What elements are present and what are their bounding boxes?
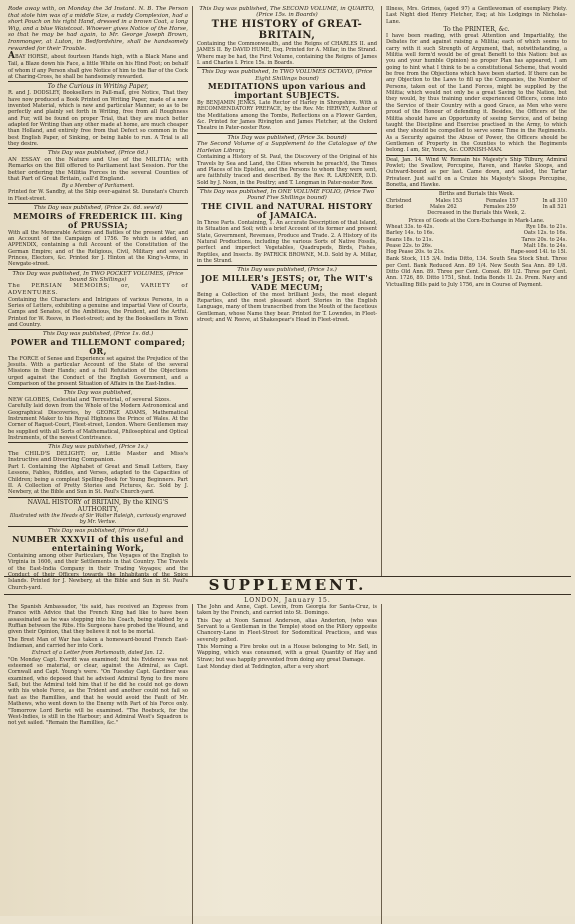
new-globes-ad — [8, 390, 188, 441]
power-announce: This Day was published, (Price 1s. 6d.) — [42, 331, 154, 338]
prices-head: Prices of Goods at the Corn-Exchange in Mark-Lane. — [408, 217, 545, 224]
column-3 — [382, 6, 571, 576]
memoirs-body: With all the Memorable Actions and Battles of the present War, and an Account of the Campaign of 1756. To which is added, an APPENDIX, containing a full Account of the Constitution of the German Empire; and of the Religious, Civil, Military and several Princes, Electors, &c. Printed for J. Hinton at the King's-Arms, in Newgate-street. — [8, 229, 188, 268]
essay-nature-ad — [8, 150, 188, 202]
price-row — [386, 249, 567, 255]
history-great-britain-ad — [197, 19, 377, 66]
upper-columns — [4, 6, 571, 591]
divider — [8, 388, 188, 389]
price-item: Wheat 33s. to 42s. — [386, 223, 435, 230]
lower-column-3 — [382, 604, 571, 924]
globes-announce: This Day was published, — [63, 390, 133, 397]
essay-head: AN ESSAY on the Nature and Use of the MILITIA; with Remarks on the Bill offered to Parliament last Session. For the better ordering the Militia Forces in the several Counties of that Part of Great Britain, call'd England. — [8, 156, 188, 183]
fire-news: This Morning a Fire broke out in a House belonging to Mr. Sell, in Wapping, which was consumed, with a great Quantity of Hay and Straw; but was happily prevented from doing any great Damage. — [197, 644, 377, 663]
jests-body: Being a Collection of the most brilliant Jests, the most elegant Reparties, and the most pleasant short Stories in the English Language, many of them transcribed from the Mouth of the facetious Gentleman, whose Name they bear. Printed for T. Lowndes, in Fleet-street; and W. Reeve, at Shakespear's Head in Fleet-street. — [197, 291, 377, 324]
lower-column-2 — [193, 604, 382, 924]
essay-body: Printed for W. Sandby, at the Ship over-against St. Dunstan's Church in Fleet-street. — [8, 189, 188, 202]
letter-to-printer — [386, 26, 567, 154]
jamaica-body: In Three Parts. Containing, 1. An accurate Description of that Island, its Situation and Soil; with a brief Account of its former and present State, Government, Revenues, Produce and Trade. 2. A History of its Natural Productions, including the various Sorts of Native Fossils, perfect and imperfect Vegetables, Quadrupeds, Birds, Fishes, Reptiles, and Insects. By PATRICK BROWNE, M.D. Sold by A. Millar, in the Strand. — [197, 219, 377, 264]
history-body: Containing the Commonwealth, and the Reigns of CHARLES II. and JAMES II. By DAVID HUME, Esq. Printed for A. Millar, in the Strand. Where may be had, the First Volume, containing the Reigns of James I. and Charles I. Price 15s. in Boards. — [197, 40, 377, 66]
childs-announce: This Day was published, (Price 1s.) — [48, 444, 148, 451]
divider — [197, 187, 377, 188]
globes-body: Carefully laid down from the Whole of the Modern Astronomical and Geographical Discoveries, by GEORGE ADAMS, Mathematical Instrument Maker to his Royal Highness the Prince of Wales. At the Corner of Raquet-Court, Fleet-street, London. Where Gentlemen may be supplied with all Sorts of Mathematical, Philosophical and Optical Instruments, of the newest Contrivance. — [8, 403, 188, 442]
jamaica-head: THE CIVIL and NATURAL HISTORY of JAMAICA. — [201, 200, 373, 220]
power-body: The FORCE of Sense and Experience set against the Prejudice of the Jesuits. With a particular Account of the State of the several Missions in their Hands; and a full Refutation of the Objections urged against the Conduct of the English Government, and a Comparison of the present Situation of Affairs in the East-Indies. — [8, 355, 188, 388]
letter-body: I have been reading, with great Attention and Impartiality, the Debates for and against raising a Militia; each of which seems to carry with it such Strength of Argument, that, notwithstanding, a Militia well form'd would be of great Benefit to this Nation: but as you and your humble Opinion) no proper Plan has appeared, I am going to hint what I think to be a constitutional Scheme, that would be free from the Objections which have been started. If there can be any Objection to the Laws to fill up the Companies, the Number of Persons, taken out of the Land Forces, might be supplied by the Militia; which would not only be a great Saving to the Nation, but they would, by thus training under experienced Officers, come into the Service of their Country with a good Grace, as Men who were proud of the Honour of defending it. Besides, the Officers of the Militia should have an Opportunity of seeing Service, and of being taught the Discipline and Exercise practised in the Army, to which end they should be compelled to serve some Time in the Regiments. As a Security against the Abuse of Power, the Officers should be Gentlemen of Property in the Counties to which the Regiments belong. I am, Sir, Yours, &c. CORNISH-MAN. — [386, 33, 567, 154]
divider — [386, 155, 567, 156]
meditations-body: By BENJAMIN JENKS, Late Rector of Harley in Shropshire. With a RECOMMENDATORY PREFACE, by the Rev. Mr. HERVEY, Author of the Meditations among the Tombs, Reflections on a Flower Garden, &c. Printed for James Rivington and James Fletcher, at the Oxford Theatre in Pater-noster Row. — [197, 100, 377, 132]
octavo-head: The PERSIAN MEMOIRS; or, VARIETY of ADVENTURES. — [8, 283, 188, 296]
births-head: Births and Burials this Week. — [438, 191, 515, 198]
row-females: Females 259 — [483, 203, 516, 210]
illness-notice: Illness, Mrs. Grimes, (aged 97) a Gentlewoman of exemplary Piety. Last Night died Henry Fletcher, Esq; at his Lodgings in Nicholas-Lane. — [386, 6, 567, 25]
divider — [8, 269, 188, 270]
brest-news: The Brest Man of War has taken a homeward-bound French East-Indiaman, and carried her into Cork. — [8, 636, 188, 650]
divider — [197, 133, 377, 134]
portsmouth-letter — [8, 650, 188, 726]
history-head: THE HISTORY of GREAT-BRITAIN, — [211, 18, 363, 41]
memoirs-announce: This Day was published, (Price 2s. 6d. sew'd) — [33, 205, 163, 212]
jests-announce: This Day was published, (Price 1s.) — [237, 267, 337, 274]
writing-paper-body: R. and J. DODSLEY, Booksellers in Pall-mall, give Notice, That they have now produced a Book Printed on Writing Paper, made of a new invented Material, which is new and particular Manner, so as to be perfectly and plainly set forth in Writing, free from all Roughness and Fur, will be found on proper Trial, that they are much better adapted for Writing than any other made at home, are much cheaper than Holland, and entirely free from that Defect so common in the best English Paper, of Sinking, or being liable to run. A Trial is all they desire. — [8, 90, 188, 147]
row-total: In all 521 — [542, 203, 567, 210]
teddington-news: Last Monday died at Teddington, after a very short — [197, 664, 329, 671]
divider — [8, 203, 188, 204]
memoirs-frederick-ad — [8, 205, 188, 267]
supplement-ad-body: Containing a History of St. Paul, the Discovery of the Original of his Travels by Sea and Land, the Cities wherein he preach'd, the Times and Places of his Epistles, and the Persons to whom they were sent, are faithfully traced and described. By the Rev. R. LARDNER, D.D. Sold by J. Noon, in the Poultry; and T. Longman in Pater-noster Row. — [197, 154, 377, 186]
number-head: NUMBER XXXVII of this useful and entertaining Work, — [12, 533, 184, 553]
childs-body: Part I. Containing the Alphabet of Great and Small Letters, Easy Lessons, Fables, Riddles, and Verses, adapted to the Capacities of Children; being a compleat Spelling-Book for Young Beginners. Part II. A Collection of Pretty Stories and Pictures, &c. Sold by J. Newbery, at the Bible and Sun in St. Paul's Church-yard. — [8, 464, 188, 496]
spanish-ambassador-news: The Spanish Ambassador, 'tis said, has received an Express from France with Advice that the French King had like to have been assassinated as he was stepping into his Coach, being stabbed by a Ruffian between the Ribs. His Surgeons have probed the Wound, and given their Opinion, that they believe it not to be mortal. — [8, 604, 188, 636]
octavo-announce: This Day was published, In TWO POCKET VOLUMES, (Price bound Six Shillings) — [12, 270, 184, 283]
price-item: Tares 20s. to 24s. — [521, 236, 567, 243]
horse-ad-head — [8, 52, 188, 80]
stock-prices: Bank Stock, 115 3/4. India Ditto, 134. South Sea Stock Shut. Three per Cent. Bank Reduced Ann. 89 1/4. New South Sea Ann. 89 1/8. Ditto Old Ann. 89. Three per Cent. Consol. 89 1/2. Three per Cent. Ann. 1726, 89. Ditto 1751, Shut. India Bonds 1l. 2s. Prem. Navy and Victualling Bills paid to July 1756, are in Course of Payment. — [386, 256, 567, 288]
memoirs-head: MEMOIRS of FREDERICK III. King of PRUSSIA; — [13, 210, 183, 230]
price-item: Malt 18s. to 24s. — [523, 242, 567, 249]
supplement-dateline: LONDON, January 15. — [244, 597, 331, 604]
horse-ad-text: BAY HORSE, about fourteen Hands high, with a Black Mane and Tail, a Blaze down his Face, a little White on his Hind Foot; on behalf of whom if any Person shall give Notice of him to the Bar of the Cock at Charing-Cross, he shall be handsomely rewarded. — [8, 54, 188, 80]
samuel-anderson-news: This Day at Noon Samuel Anderson, alias Anderton, (who was Servant to a Gentleman in the Temple) stood on the Pillory opposite Chancery-Lane in Fleet-Street for Sodomitical Practices, and was severely pelted. — [197, 617, 377, 643]
power-head: POWER and TILLEMONT compared; OR, — [10, 336, 186, 356]
row-males: Males 153 — [435, 197, 463, 204]
row-males: Males 262 — [429, 203, 457, 210]
number-body: Containing among other Particulars, The Voyages of the English to Virginia in 1606, and their Settlements in that Country. The Travels of the East-India Company in their Trading Voyages; and the Conduct of their Officers towards the Inhabitants of the Spice Islands. Printed for J. Newbery, at the Bible and Sun in St. Paul's Church-yard. — [8, 552, 188, 591]
lower-columns — [4, 604, 571, 924]
essay-announce: This Day was published, (Price 6d.) — [47, 150, 149, 157]
price-item: Rape-seed 14l. to 15l. — [510, 249, 567, 256]
price-item: Rye 18s. to 21s. — [525, 223, 567, 230]
natural-history-ad — [8, 499, 188, 526]
number-announce: This Day was published, (Price 6d.) — [47, 528, 149, 535]
john-anne-news: The John and Anne, Capt. Lewin, from Georgia for Santa-Cruz, is taken by the French, and carried into St. Domingo. — [197, 604, 377, 617]
horse-ad-intro: Rode away with, on Monday the 3d Instant. N. B. The Person that stole him was of a middle Size, a ruddy Complexion, had a short Pouch on his right Hand, dressed in a brown Coat, a long Wig, and a blue Waistcoat. Whoever gives Notice of the Horse, so that he may be had again, to Mr. George Joseph Brown, Ironmonger, at Luton, in Bedfordshire, shall be handsomely rewarded for their Trouble. — [8, 6, 188, 52]
price-item: Pease 22s. to 26s. — [386, 242, 433, 249]
meditations-ad — [197, 69, 377, 132]
price-item: Hog Pease 20s. to 21s. — [386, 249, 445, 256]
divider — [8, 497, 188, 498]
row-label: Christned — [386, 197, 412, 204]
second-volume-supplement-ad — [197, 135, 377, 186]
letter-head: To the PRINTER, &c. — [443, 26, 510, 34]
births-burials — [386, 191, 567, 216]
naval-head: NAVAL HISTORY of BRITAIN, By the KING'S AUTHORITY, — [27, 498, 169, 513]
drop-cap: A — [8, 51, 15, 62]
divider — [8, 81, 188, 82]
writing-paper-title: To the Curious in Writing Paper, — [47, 83, 149, 91]
writing-paper-ad — [8, 83, 188, 147]
lower-column-1 — [4, 604, 193, 924]
divider — [386, 189, 567, 190]
deal-news: Deal, Jan. 14. Wind W. Remain his Majesty's Ship Tilbury, Admiral Powlet; the Swallow, Porcupine, Raven, and Hawke Sloops, and Outward-bound as per last. Came down, and sailed, the Tartar Privateer. Just sail'd on a Cruize his Majesty's Sloops Porcupine, Bonetta, and Hawke. — [386, 156, 567, 188]
naval-body: Illustrated with the Heads of Sir Walter Raleigh, curiously engraved by Mr. Vertue. — [9, 512, 187, 526]
globes-head: NEW GLOBES, Celestial and Terrestrial, of several Sizes. — [8, 396, 171, 403]
number-xxxvii-ad — [8, 528, 188, 590]
row-label: Buried — [386, 203, 404, 210]
column-1 — [4, 6, 193, 591]
price-item: Beans 18s. to 21s. — [386, 236, 434, 243]
joe-millers-jests-ad — [197, 267, 377, 323]
price-item: Oats 12s. to 16s. — [523, 230, 567, 237]
childs-delight-ad — [8, 444, 188, 495]
births-note: Decreased in the Burials this Week, 2. — [427, 210, 526, 217]
jests-head: JOE MILLER's JESTS; or, The WIT's VADE MECUM; — [200, 272, 374, 292]
power-tillemont-ad — [8, 331, 188, 387]
prices — [386, 218, 567, 256]
horse-ad — [8, 6, 188, 80]
portsmouth-head: Extract of a Letter from Portsmouth, dated Jan. 12. — [31, 650, 165, 657]
price-item: Barley 14s. to 16s. — [386, 230, 435, 237]
civil-natural-history-ad — [197, 189, 377, 264]
essay-sign: By a Member of Parliament. — [61, 183, 135, 190]
history-announce: This Day was published, The SECOND VOLUME, in QUARTO, (Price 15s. in Boards) — [199, 6, 375, 19]
supplement-ad-head: The Second Volume of a Supplement to the Catalogue of the Harleian Library, — [197, 141, 377, 154]
supplement-title: SUPPLEMENT. — [4, 576, 571, 595]
portsmouth-body: "On Monday Capt. Everitt was examined; but his Evidence was not esteemed so material, or clear, against the Admiral, as Capt. Cornwall and Capt. Young's were. "On Tuesday Capt. Gardiner was examined, who deposed that he advised Admiral Byng to fire more Sail, but the Admiral told him that if he did he could not go down with his whole Force, as the Trident and another could not fail so fast as the Ramillies, and that he would avoid the Fault of Mr. Mathews, who went down to the Enemy with Part of his Force only. "Tomorrow Lord Bertie will be examined. "The Roebuck, for the West-Indies, is still in the Harbour; and Admiral West's Squadron is not yet sailed. "Remain the Ramillies, &c." — [8, 656, 188, 727]
jamaica-announce: This Day was published, In ONE VOLUME FOLIO, (Price Two Pound Five Shillings bound) — [199, 189, 375, 202]
octavo-volumes-ad — [8, 271, 188, 329]
column-2 — [193, 6, 382, 576]
row-total: In all 310 — [542, 197, 567, 204]
row-females: Females 157 — [485, 197, 519, 204]
octavo-body: Containing the Characters and Intrigues of various Persons, in a Series of Letters, exhibiting a genuine and impartial View of Courts, Camps and Senates, of the Ambitious, the Prudent, and the Artful. Printed for W. Reeve, in Fleet-street; and by the Booksellers in Town and Country. — [8, 296, 188, 328]
meditations-head: MEDITATIONS upon various and important SUBJECTS. — [207, 81, 367, 100]
meditations-announce: This Day was published, In TWO VOLUMES OCTAVO, (Price Eight Shillings bound) — [201, 69, 373, 82]
supplement-ad-announce: This Day was published, (Price 3s. bound) — [227, 134, 347, 141]
childs-head: The CHILD'S DELIGHT; or, Little Master and Miss's Instructive and Diverting Companion. — [8, 450, 188, 464]
